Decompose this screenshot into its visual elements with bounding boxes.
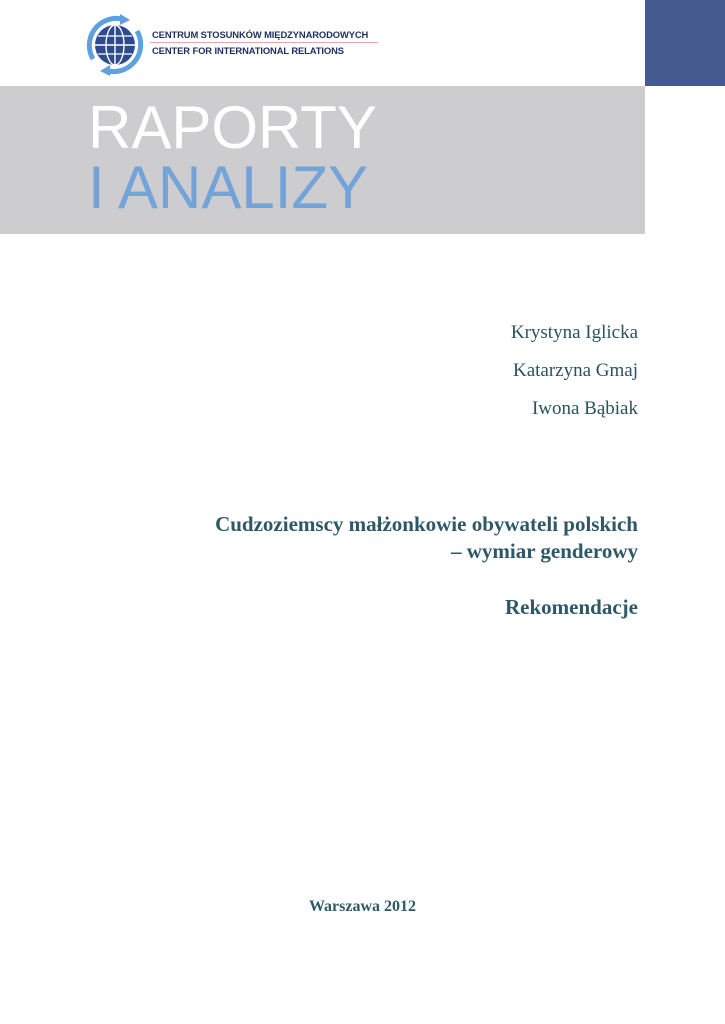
report-title-line1: Cudzoziemscy małżonkowie obywateli polskich [215, 512, 638, 536]
series-title-line2: I ANALIZY [88, 154, 369, 221]
author-name: Krystyna Iglicka [510, 322, 638, 343]
org-name-polish: CENTRUM STOSUNKÓW MIĘDZYNARODOWYCH [152, 29, 369, 40]
org-name-english: CENTER FOR INTERNATIONAL RELATIONS [152, 45, 344, 56]
globe-logo-icon [84, 14, 146, 76]
author-list [511, 322, 638, 436]
author-name: Iwona Bąbiak [531, 398, 638, 419]
author-name: Katarzyna Gmaj [512, 360, 638, 381]
org-name-divider [150, 42, 378, 43]
report-subtitle: Rekomendacje [505, 595, 638, 619]
report-title [215, 511, 638, 565]
report-title-line2: – wymiar genderowy [450, 539, 638, 563]
series-title-line1: RAPORTY [88, 94, 377, 161]
corner-accent-block [645, 0, 725, 86]
place-and-year: Warszawa 2012 [308, 898, 417, 915]
